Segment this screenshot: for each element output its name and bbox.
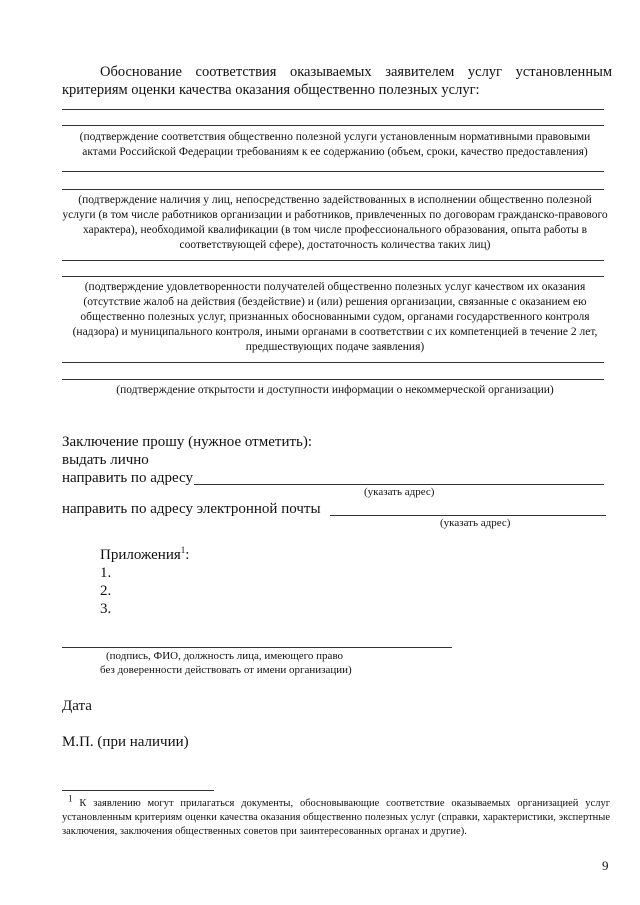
fill-line bbox=[62, 276, 604, 277]
fill-line bbox=[62, 171, 604, 172]
signature-caption-line2: без доверенности действовать от имени организации) bbox=[100, 664, 352, 676]
option-address[interactable]: направить по адресу bbox=[62, 470, 193, 486]
attachment-item-1: 1. bbox=[100, 565, 112, 581]
section-caption-compliance: (подтверждение соответствия общественно полезной услуги установленным нормативными правовыми актами Российской Федерации требованиям к ее содержанию (объем, сроки, качество предоставления) bbox=[79, 131, 591, 158]
section-caption-qualification: (подтверждение наличия у лиц, непосредственно задействованных в исполнении общественно полезной услуги (в том числе работников организации и работников, привлеченных по договорам гражданско-правового характера), необходимой квалификации (в том числе профессионального образования, опыта работы в соответствующей сфере), достаточность количества таких лиц) bbox=[62, 194, 608, 251]
address-field-line[interactable] bbox=[194, 484, 604, 485]
intro-paragraph: Обоснование соответствия оказываемых заявителем услуг установленным критериям оценки качества оказания общественно полезных услуг: bbox=[62, 64, 612, 98]
email-hint: (указать адрес) bbox=[440, 517, 511, 529]
footnote-text: К заявлению могут прилагаться документы, обосновывающие соответствие оказываемых организацией услуг установленным критериям оценки качества оказания общественно полезных услуг (справки, характеристики, экспертные заключения, заключения общественных советов при заинтересованных органах и другие). bbox=[62, 798, 610, 837]
date-label: Дата bbox=[62, 698, 92, 714]
fill-line bbox=[62, 379, 604, 380]
option-personal[interactable]: выдать лично bbox=[62, 452, 149, 468]
email-field-line[interactable] bbox=[330, 515, 606, 516]
section-caption-satisfaction: (подтверждение удовлетворенности получателей общественно полезных услуг качеством их оказания (отсутствие жалоб на действия (бездействие) и (или) решения организации, связанные с оказанием ею общественно полезных услуг, признанных обоснованными судом, органами государственного контроля (надзора) и муниципального контроля, иными органами в соответствии с их компетенцией в течение 2 лет, предшествующих подаче заявления) bbox=[72, 281, 598, 353]
footnote-separator bbox=[62, 790, 214, 791]
fill-line bbox=[62, 189, 604, 190]
conclusion-title: Заключение прошу (нужное отметить): bbox=[62, 434, 313, 450]
fill-line bbox=[62, 260, 604, 261]
fill-line bbox=[62, 125, 604, 126]
attachments-label: Приложения$^1$: bbox=[100, 545, 190, 563]
attachment-item-3: 3. bbox=[100, 601, 112, 617]
address-hint: (указать адрес) bbox=[364, 486, 435, 498]
footnote bbox=[62, 793, 610, 839]
fill-line bbox=[62, 362, 604, 363]
signature-line[interactable] bbox=[62, 647, 452, 648]
footnote-mark: 1 bbox=[68, 793, 73, 804]
option-email[interactable]: направить по адресу электронной почты bbox=[62, 501, 321, 517]
section-caption-openness: (подтверждение открытости и доступности информации о некоммерческой организации) bbox=[116, 384, 554, 396]
page-number: 9 bbox=[602, 858, 609, 873]
stamp-label: М.П. (при наличии) bbox=[62, 734, 189, 750]
fill-line bbox=[62, 109, 604, 110]
footnote-reference: 1 bbox=[180, 545, 186, 555]
attachment-item-2: 2. bbox=[100, 583, 112, 599]
signature-caption-line1: (подпись, ФИО, должность лица, имеющего право bbox=[106, 650, 344, 662]
